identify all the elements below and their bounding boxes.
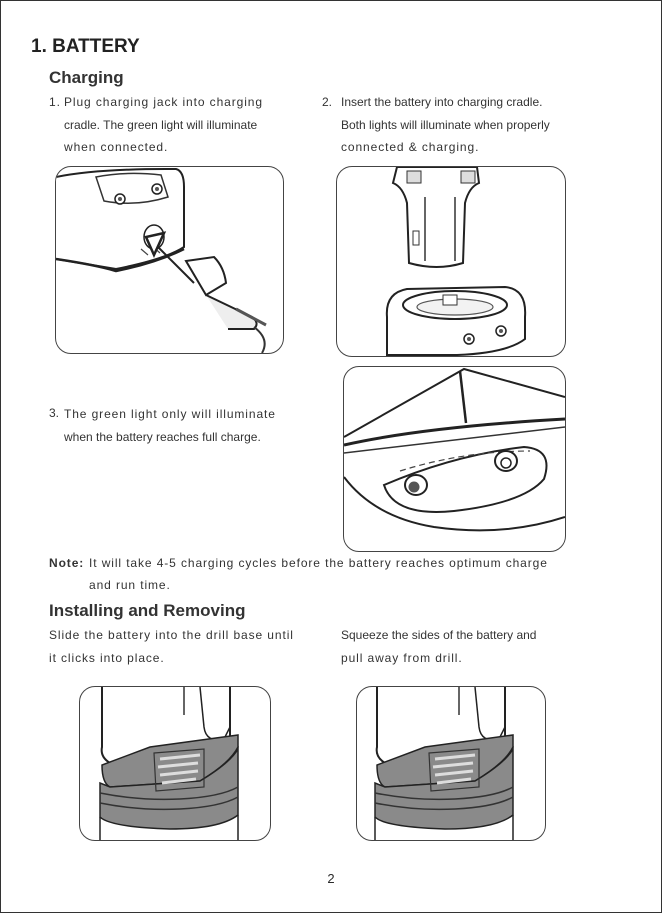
note-line: It will take 4-5 charging cycles before the battery reaches optimum charge [89, 556, 548, 570]
step2-number: 2. [322, 95, 333, 109]
charger-jack-illustration [55, 166, 284, 354]
charger-lights-illustration [343, 366, 566, 552]
step3-line: The green light only will illuminate [64, 407, 276, 421]
step1-line: when connected. [64, 140, 169, 154]
step1-line: cradle. The green light will illuminate [64, 118, 258, 132]
installing-heading: Installing and Removing [49, 601, 246, 620]
section-title: 1. BATTERY [31, 36, 140, 57]
note-line: and run time. [89, 578, 171, 592]
install-left-line: Slide the battery into the drill base until [49, 628, 294, 642]
drill-battery-remove-illustration [356, 686, 546, 841]
step2-line: Insert the battery into charging cradle. [341, 95, 543, 109]
step2-line: Both lights will illuminate when properly [341, 118, 550, 132]
step2-line: connected & charging. [341, 140, 480, 154]
install-right-line: pull away from drill. [341, 651, 463, 665]
drill-battery-install-illustration [79, 686, 271, 841]
step1-line: Plug charging jack into charging [64, 95, 263, 109]
step3-line: when the battery reaches full charge. [64, 430, 261, 444]
install-left-line: it clicks into place. [49, 651, 165, 665]
battery-cradle-illustration [336, 166, 566, 357]
step1-number: 1. [49, 95, 61, 109]
charging-heading: Charging [49, 68, 124, 87]
step3-number: 3. [49, 406, 60, 420]
install-right-line: Squeeze the sides of the battery and [341, 628, 537, 642]
page-number: 2 [327, 871, 335, 886]
note-label: Note: [49, 556, 85, 570]
